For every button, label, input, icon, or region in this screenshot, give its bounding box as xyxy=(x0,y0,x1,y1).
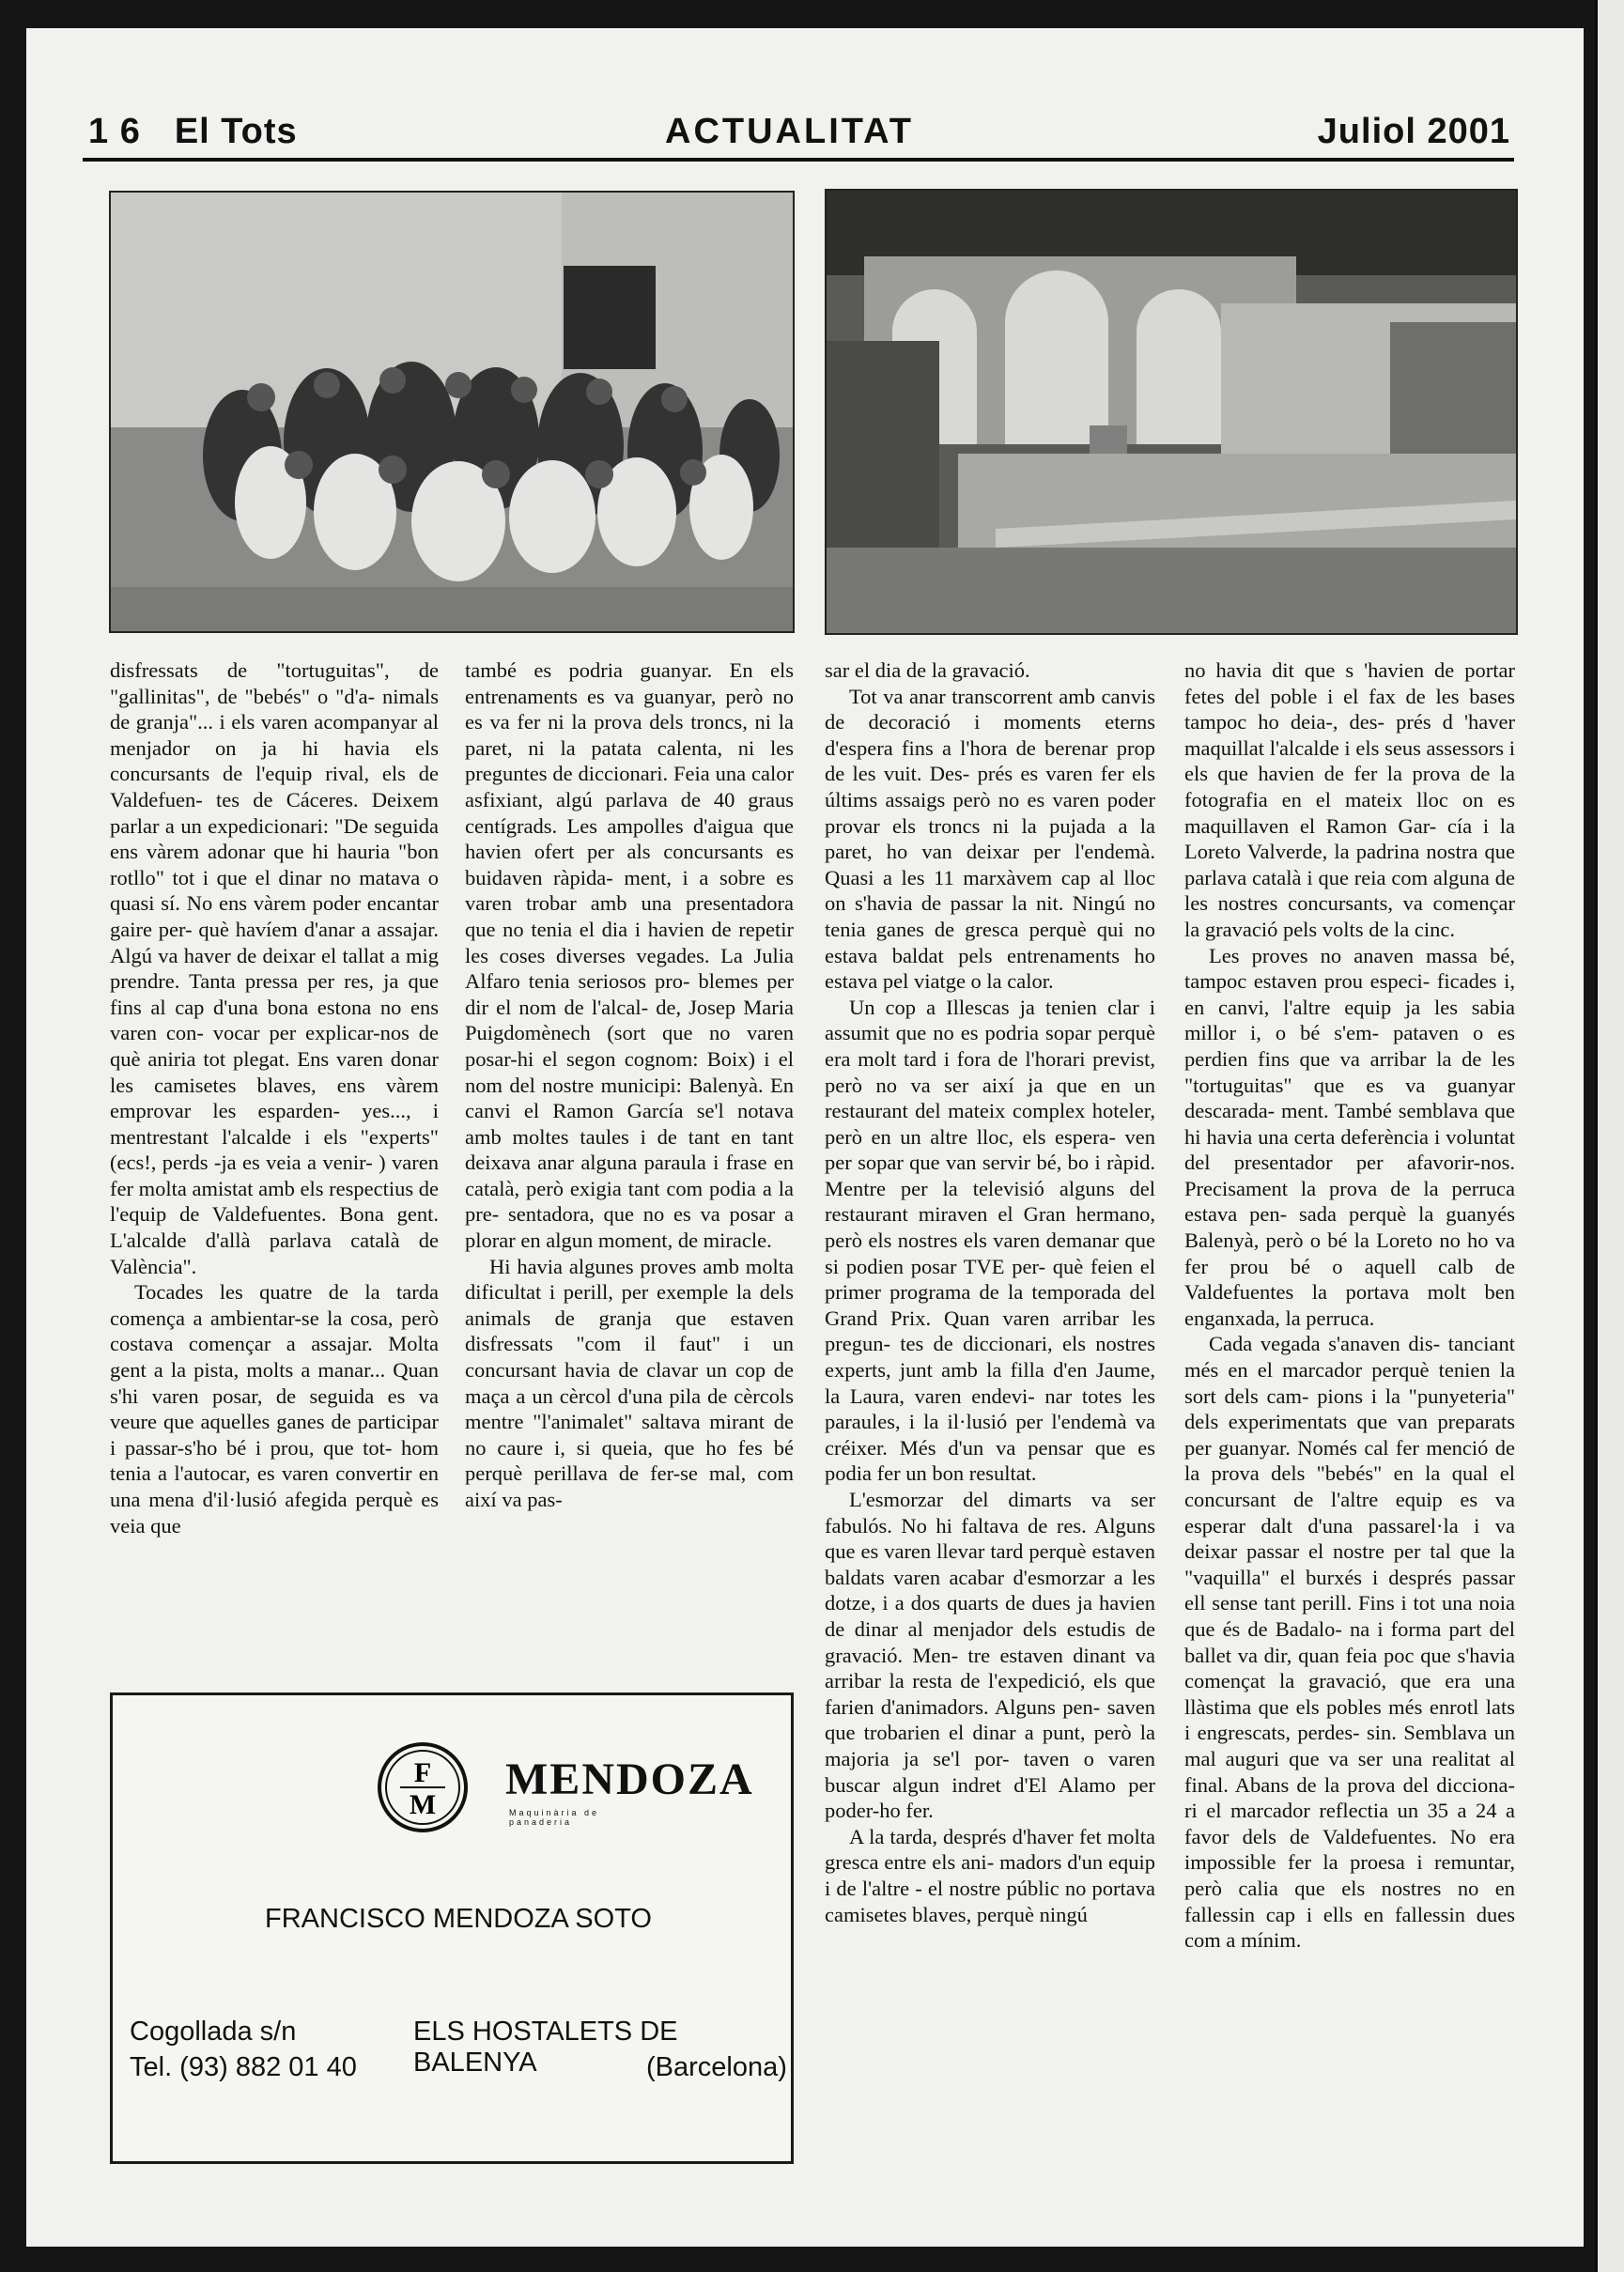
paragraph: Les proves no anaven massa bé, tampoc estaven prou especi- ficades i, en canvi, l'altre equip ja les sabia millor i, o bé s'em- pataven o es perdien fins que va arribar la de les "tortuguitas" que es va guanyar descarada- ment. També semblava que hi havia una certa deferència i voluntat del presentador per afavorir-nos. Precisament la prova de la perruca estava pen- sada perquè la guanyés Balenyà, però o bé la Loreto no ho va fer prou bé o aquell calb de Valdefuentes la portava molt ben enganxada, la perruca. xyxy=(1184,943,1515,1330)
page-number-publication: 1 6 El Tots xyxy=(88,112,298,151)
paragraph: no havia dit que s 'havien de portar fetes del poble i el fax de les bases tampoc ho deia-, des- prés d 'haver maquillat l'alcalde i els seus assessors i els que havien de fer la prova de la fotografia en el mateix lloc on es maquillaven el Ramon Gar- cía i la Loreto Valverde, la padrina nostra que parlava català i que reia com alguna de les nostres concursants, va començar la gravació pels volts de la cinc. xyxy=(1184,658,1515,941)
ad-owner-name: FRANCISCO MENDOZA SOTO xyxy=(265,1904,652,1934)
paragraph: també es podria guanyar. En els entrenaments es va guanyar, però no es va fer ni la prova dels troncs, ni la paret, ni la patata calenta, ni les preguntes de diccionari. Feia una calor asfixiant, algú parlava de 40 graus centígrads. Les ampolles d'aigua que havien ofert per als concursants es buidaven ràpida- ment, i a sobre es varen trobar amb una presentadora que no tenia el dia i havien de repetir les coses diverses vegades. La Julia Alfaro tenia seriosos pro- blemes per dir el nom de l'alcal- de, Josep Maria Puigdomènech (sort que no varen posar-hi el segon cognom: Boix) i el nom del nostre municipi: Balenyà. En canvi el Ramon García se'l notava amb moltes taules i de tant en tant deixava anar alguna paraula i frase en català, però exigia tant com podia a la pre- sentadora, que no es va posar a plorar en algun moment, de miracle. xyxy=(465,658,794,1253)
ad-brand-name: MENDOZA xyxy=(505,1754,754,1804)
issue-date: Juliol 2001 xyxy=(1317,112,1510,151)
mendoza-logo xyxy=(376,1740,470,1834)
mendoza-advertisement xyxy=(110,1692,794,2164)
tv-set-photo-image xyxy=(827,191,1516,633)
group-photo xyxy=(109,191,795,633)
ad-region: (Barcelona) xyxy=(646,2052,787,2082)
group-photo-image xyxy=(111,193,793,631)
article-column-3 xyxy=(825,657,1155,1927)
section-title: ACTUALITAT xyxy=(665,112,914,151)
paragraph: A la tarda, després d'haver fet molta gresca entre els ani- madors d'un equip i de l'altre - el nostre públic no portava camisetes blaves, perquè ningú xyxy=(825,1824,1155,1926)
svg-text:M: M xyxy=(409,1789,437,1820)
article-column-4 xyxy=(1184,657,1515,1954)
paragraph: Un cop a Illescas ja tenien clar i assumit que no es podria sopar perquè era molt tard i fora de l'horari previst, però no va ser així ja que en un restaurant del mateix complex hoteler, però en un altre lloc, els espera- ven per sopar que van servir bé, bo i ràpid. Mentre per la televisió alguns del restaurant miraven el Gran hermano, però els nostres els varen demanar que si podien posar TVE per- què feien el primer programa de la temporada del Grand Prix. Quan varen arribar les pregun- tes de diccionari, els nostres experts, junt amb la filla d'en Jaume, la Laura, varen endevi- nar totes les paraules, i la il·lusió per l'endemà va créixer. Més d'un va pensar que es podia fer un bon resultat. xyxy=(825,995,1155,1486)
ad-brand-subtitle: Maquinària de panaderia xyxy=(509,1808,600,1827)
paragraph: Tocades les quatre de la tarda comença a ambientar-se la cosa, però costava començar a assajar. Molta gent a la pista, molts a manar... Quan s'hi varen posar, de seguida es va veure que aquelles ganes de participar i passar-s'ho bé i prou, que tot- hom tenia a l'autocar, es varen convertir en una mena d'il·lusió afegida perquè es veia que xyxy=(110,1280,439,1538)
article-column-2 xyxy=(465,657,794,1513)
paragraph: disfressats de "tortuguitas", de "gallinitas", de "bebés" o "d'a- nimals de granja"... i els varen acompanyar al menjador on ja hi havia els concursants de l'equip rival, els de Valdefuen- tes de Cáceres. Deixem parlar a un expedicionari: "De seguida ens vàrem adonar que hi hauria "bon rotllo" tot i que el dinar no matava o quasi sí. No ens vàrem poder encantar gaire per- què havíem d'anar a assajar. Algú va haver de deixar el tallat a mig prendre. Tanta pressa per res, ja que fins al cap d'una bona estona no ens varen con- vocar per explicar-nos de què aniria tot plegat. Ens varen donar les camisetes blaves, ens vàrem emprovar les esparden- yes..., i mentrestant l'alcalde i els "experts" (ecs!, perds -ja es veia a venir- ) varen fer molta amistat amb els respectius de l'equip de Valdefuentes. Bona gent. L'alcalde d'allà parlava català de València". xyxy=(110,658,439,1278)
article-column-1 xyxy=(110,657,439,1538)
svg-text:F: F xyxy=(413,1757,432,1788)
paragraph: L'esmorzar del dimarts va ser fabulós. No hi faltava de res. Alguns que es varen llevar tard perquè estaven baldats varen acabar d'esmorzar a les dotze, i a dos quarts de dues ja havien de dinar al menjador dels estudis de gravació. Men- tre estaven dinant va arribar la resta de l'expedició, els que farien d'animadors. Alguns pen- saven que trobarien el dinar a punt, però la majoria ja se'l por- taven o varen buscar algun indret d'El Alamo per poder-ho fer. xyxy=(825,1488,1155,1823)
ad-phone: Tel. (93) 882 01 40 xyxy=(130,2052,357,2082)
next-page-edge xyxy=(1595,0,1624,2272)
tv-set-photo xyxy=(825,189,1518,635)
paragraph: sar el dia de la gravació. xyxy=(825,658,1030,682)
page-header xyxy=(83,103,1514,162)
paragraph: Tot va anar transcorrent amb canvis de decoració i moments eterns d'espera fins a l'hora de berenar prop de les vuit. Des- prés es varen fer els últims assaigs però no es varen poder provar els troncs ni la pujada a la paret, ho van deixar per l'endemà. Quasi a les 11 marxàvem cap al lloc on s'havia de passar la nit. Ningú no tenia ganes de gresca perquè qui no estava baldat pels entrenaments ho estava pel viatge o la calor. xyxy=(825,684,1155,994)
ad-town: ELS HOSTALETS DE BALENYA xyxy=(413,2017,678,2078)
paragraph: Cada vegada s'anaven dis- tanciant més en el marcador perquè tenien la sort dels cam- pions i la "punyeteria" dels experimentats que van preparats per guanyar. Només cal fer menció de la prova dels "bebés" en la qual el concursant de l'altre equip es va esperar dalt d'una passarel·la i va deixar passar el nostre per tal que la "vaquilla" el burxés i després passar ell sense tant perill. Fins i tot una noia que és de Badalo- na i forma part del ballet va dir, quan feia poc que s'havia començat la gravació, que era una llàstima que els pobles més enrotl lats i engrescats, perdes- sin. Semblava un mal auguri que va ser una realitat al final. Abans de la prova del dicciona- ri el marcador reflectia un 35 a 24 a favor dels de Valdefuentes. No era impossible fer la proesa i remuntar, però calia que els nostres no en fallessin cap i ells en fallessin dues com a mínim. xyxy=(1184,1332,1515,1953)
paragraph: Hi havia algunes proves amb molta dificultat i perill, per exemple la dels animals de granja que estaven disfressats "com il faut" i un concursant havia de clavar un cop de maça a un cèrcol d'una pila de cèrcols mentre "l'animalet" saltava mirant de no caure i, si queia, que ho fes bé perquè perillava de fer-se mal, com així va pas- xyxy=(465,1254,794,1511)
ad-address: Cogollada s/n xyxy=(130,2017,297,2047)
